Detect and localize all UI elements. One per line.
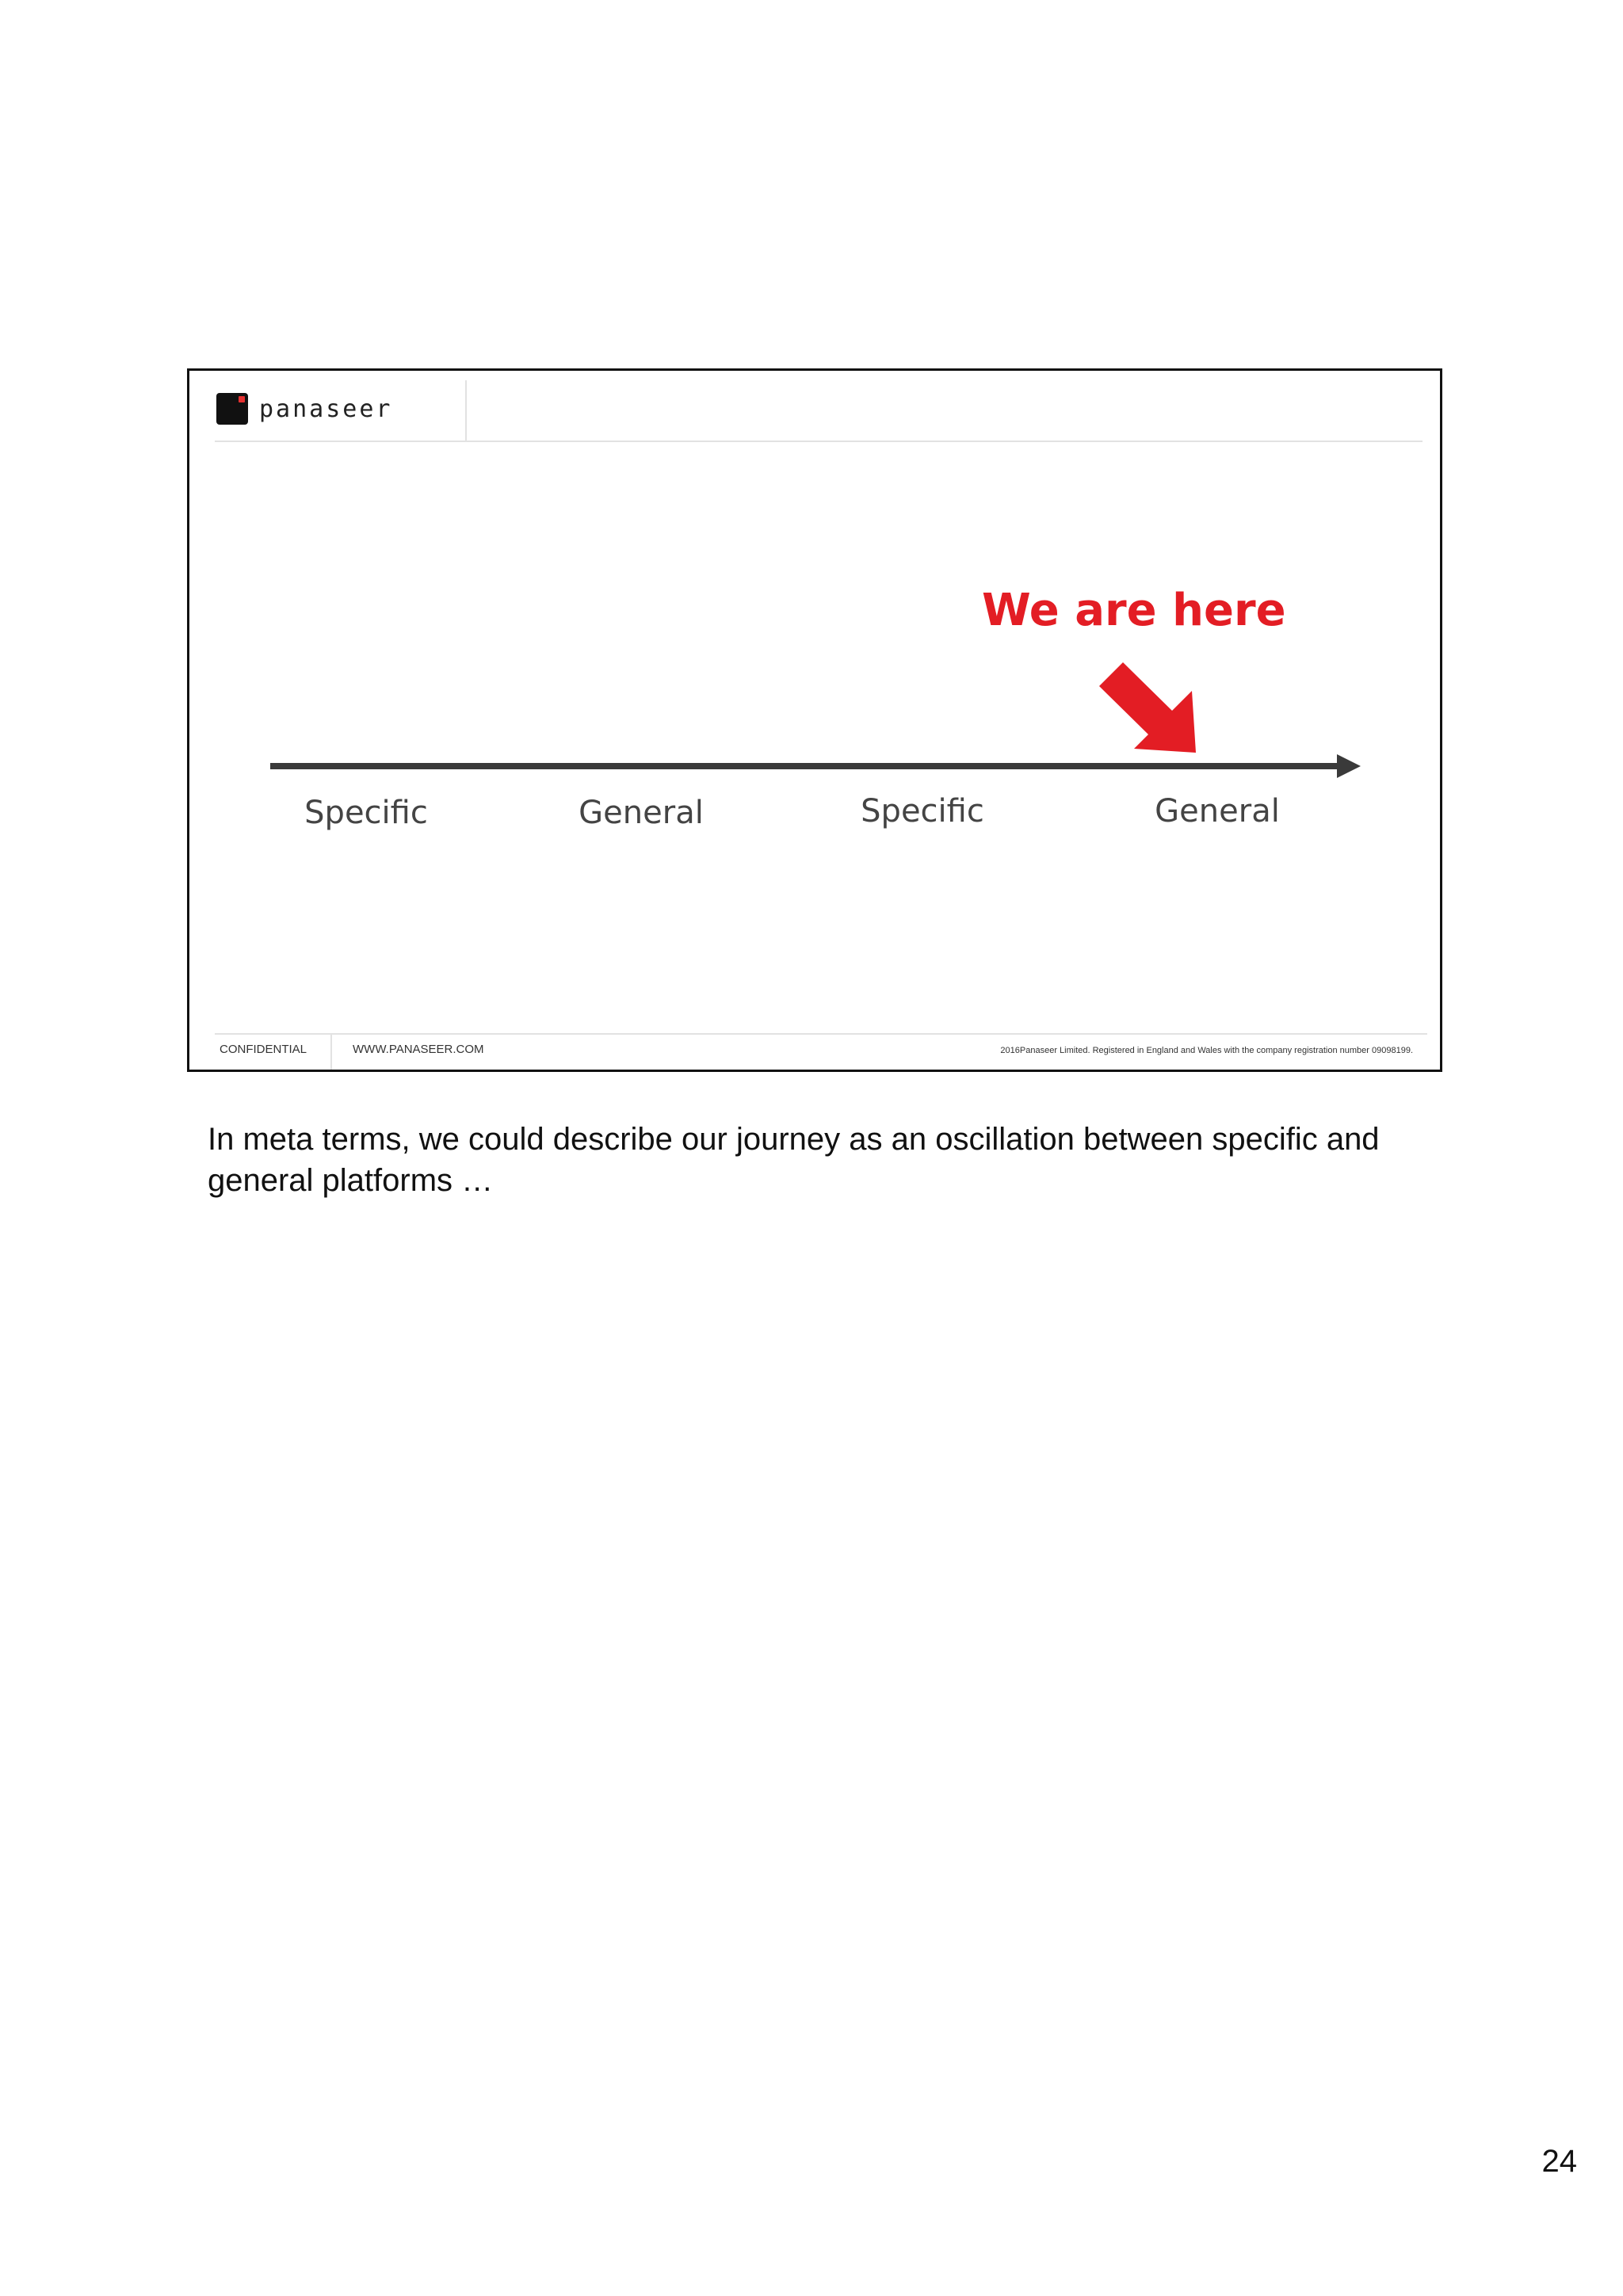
timeline-label-2: General [579,795,704,831]
footer-url: WWW.PANASEER.COM [353,1043,484,1056]
timeline-arrowhead-icon [1337,754,1361,778]
slide [187,368,1442,1072]
timeline-graphic [189,371,1440,1070]
footer-divider-vertical [330,1035,332,1070]
we-are-here-label: We are here [982,585,1286,636]
slide-caption: In meta terms, we could describe our journey as an oscillation between specific and general platforms … [208,1122,1380,1198]
pointer-arrow-icon [1099,662,1196,753]
timeline-label-4: General [1155,793,1280,830]
page-number: 24 [1541,2144,1577,2179]
footer-confidential: CONFIDENTIAL [220,1043,307,1056]
logo-text: panaseer [259,395,393,423]
timeline-label-3: Specific [861,793,984,830]
timeline-label-1: Specific [304,795,428,831]
footer-legal: 2016Panaseer Limited. Registered in England and Wales with the company registration number 09098199. [1000,1046,1413,1055]
footer-divider [215,1033,1427,1035]
